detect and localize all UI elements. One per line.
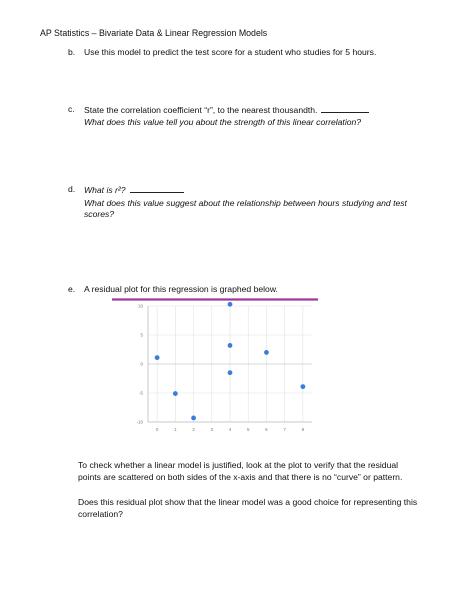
- question-c-text: State the correlation coefficient “r”, to the nearest thousandth.: [84, 105, 318, 115]
- question-d-text: What is r²?: [84, 185, 126, 195]
- question-b-letter: b.: [68, 47, 76, 57]
- x-tick-label: 6: [265, 427, 268, 432]
- question-d-letter: d.: [68, 184, 76, 194]
- check-paragraph: To check whether a linear model is justified, look at the plot to verify that the residual points are scattered on both sides of the x-axis and that there is no “curve” or pattern.: [78, 460, 403, 482]
- x-tick-label: 7: [283, 427, 286, 432]
- data-point: [228, 343, 233, 348]
- question-b-text: Use this model to predict the test score for a student who studies for 5 hours.: [84, 47, 377, 57]
- question-c-letter: c.: [68, 104, 75, 114]
- y-tick-label: -5: [138, 390, 143, 396]
- residual-plot: [112, 296, 318, 446]
- data-point: [228, 370, 233, 375]
- x-tick-label: 3: [210, 427, 214, 432]
- y-tick-label: 10: [137, 303, 143, 309]
- question-d-subtext: What does this value suggest about the relationship between hours studying and test scores?: [84, 198, 407, 219]
- data-point: [155, 355, 160, 360]
- x-tick-label: 5: [246, 427, 250, 432]
- question-d-line: [84, 184, 184, 196]
- y-tick-label: 5: [140, 332, 143, 338]
- page-header: AP Statistics – Bivariate Data & Linear Regression Models: [40, 28, 268, 38]
- question-c-line: [84, 104, 369, 116]
- data-point: [300, 384, 305, 389]
- data-point: [228, 302, 233, 307]
- y-tick-label: -10: [136, 419, 143, 425]
- answer-blank-c[interactable]: [321, 104, 369, 113]
- question-paragraph: Does this residual plot show that the linear model was a good choice for representing this correlation?: [78, 497, 418, 519]
- answer-blank-d[interactable]: [130, 184, 184, 193]
- x-tick-label: 0: [155, 427, 159, 432]
- y-tick-label: 0: [140, 361, 143, 367]
- x-tick-label: 8: [301, 427, 305, 432]
- x-tick-label: 2: [192, 427, 195, 432]
- question-e-letter: e.: [68, 284, 76, 294]
- data-point: [191, 416, 196, 421]
- question-e-text: A residual plot for this regression is graphed below.: [84, 284, 278, 294]
- data-point: [173, 391, 178, 396]
- question-c-subtext: What does this value tell you about the strength of this linear correlation?: [84, 117, 362, 127]
- x-tick-label: 4: [228, 427, 232, 432]
- x-tick-label: 1: [174, 427, 177, 432]
- data-point: [264, 350, 269, 355]
